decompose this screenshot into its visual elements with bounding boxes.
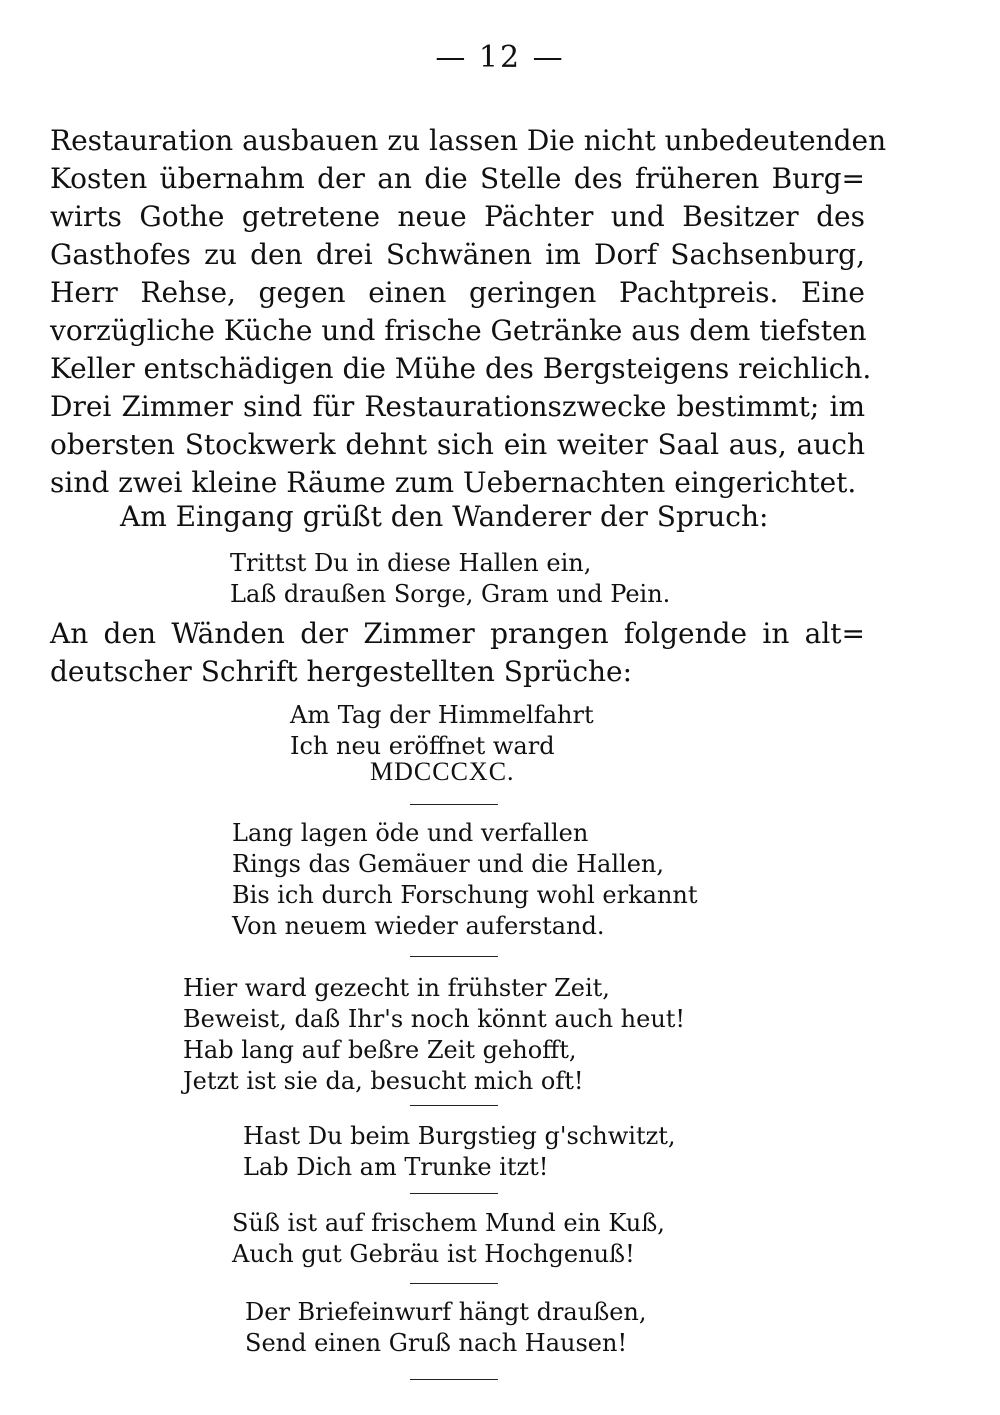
date-verse [290, 700, 594, 762]
verse-drinking [183, 973, 685, 1097]
verse-line: Hier ward gezecht in frühster Zeit, [183, 974, 610, 1002]
text-line: Gasthofes zu den drei Schwänen im Dorf Sachsenburg, [50, 238, 865, 271]
verse-line: Bis ich durch Forschung wohl erkannt [232, 881, 698, 909]
verse-climb [243, 1121, 676, 1183]
paragraph-wall-sayings [50, 615, 865, 691]
paragraph-restauration [50, 122, 887, 502]
verse-line: Süß ist auf frischem Mund ein Kuß, [232, 1209, 665, 1237]
verse-kiss [232, 1208, 665, 1270]
divider-rule [410, 1105, 498, 1106]
text-line: Restauration ausbauen zu lassen Die nicht unbedeutenden [50, 124, 887, 157]
verse-line: Rings das Gemäuer und die Hallen, [232, 850, 664, 878]
verse-line: Laß draußen Sorge, Gram und Pein. [230, 580, 671, 608]
verse-line: Von neuem wieder auferstand. [232, 912, 605, 940]
verse-line: Beweist, daß Ihr's noch könnt auch heut! [183, 1005, 686, 1033]
text-line: An den Wänden der Zimmer prangen folgende in alt= [50, 617, 865, 650]
verse-line: Lang lagen öde und verfallen [232, 819, 589, 847]
divider-rule [410, 1283, 498, 1284]
verse-line: Jetzt ist sie da, besucht mich oft! [183, 1067, 584, 1095]
divider-rule [410, 956, 498, 957]
text-line: Drei Zimmer sind für Restaurationszwecke bestimmt; im [50, 390, 865, 423]
motto-intro: Am Eingang grüßt den Wanderer der Spruch: [120, 500, 769, 533]
text-line: Keller entschädigen die Mühe des Bergsteigens reichlich. [50, 352, 872, 385]
motto-verse [230, 548, 670, 610]
text-line: sind zwei kleine Räume zum Uebernachten eingerichtet. [50, 466, 857, 499]
verse-ruins [232, 818, 698, 942]
text-line: Herr Rehse, gegen einen geringen Pachtpreis. Eine [50, 276, 865, 309]
text-line: deutscher Schrift hergestellten Sprüche: [50, 655, 633, 688]
verse-line: Der Briefeinwurf hängt draußen, [245, 1298, 647, 1326]
text-line: wirts Gothe getretene neue Pächter und Besitzer des [50, 200, 865, 233]
text-line: obersten Stockwerk dehnt sich ein weiter Saal aus, auch [50, 428, 865, 461]
verse-line: Hab lang auf beßre Zeit gehofft, [183, 1036, 577, 1064]
verse-line: Am Tag der Himmelfahrt [290, 701, 594, 729]
divider-rule [410, 1193, 498, 1194]
text-line: vorzügliche Küche und frische Getränke aus dem tiefsten [50, 314, 867, 347]
verse-line: Lab Dich am Trunke itzt! [243, 1153, 549, 1181]
verse-line: Send einen Gruß nach Hausen! [245, 1329, 628, 1357]
verse-line: Ich neu eröffnet ward [290, 732, 555, 760]
verse-mailbox [245, 1297, 647, 1359]
text-line: Kosten übernahm der an die Stelle des früheren Burg= [50, 162, 865, 195]
verse-line: Trittst Du in diese Hallen ein, [230, 549, 592, 577]
divider-rule [410, 1379, 498, 1380]
roman-year: MDCCCXC. [370, 757, 515, 786]
verse-line: Hast Du beim Burgstieg g'schwitzt, [243, 1122, 676, 1150]
verse-line: Auch gut Gebräu ist Hochgenuß! [232, 1240, 635, 1268]
divider-rule [410, 804, 498, 805]
page-number: — 12 — [435, 40, 565, 75]
